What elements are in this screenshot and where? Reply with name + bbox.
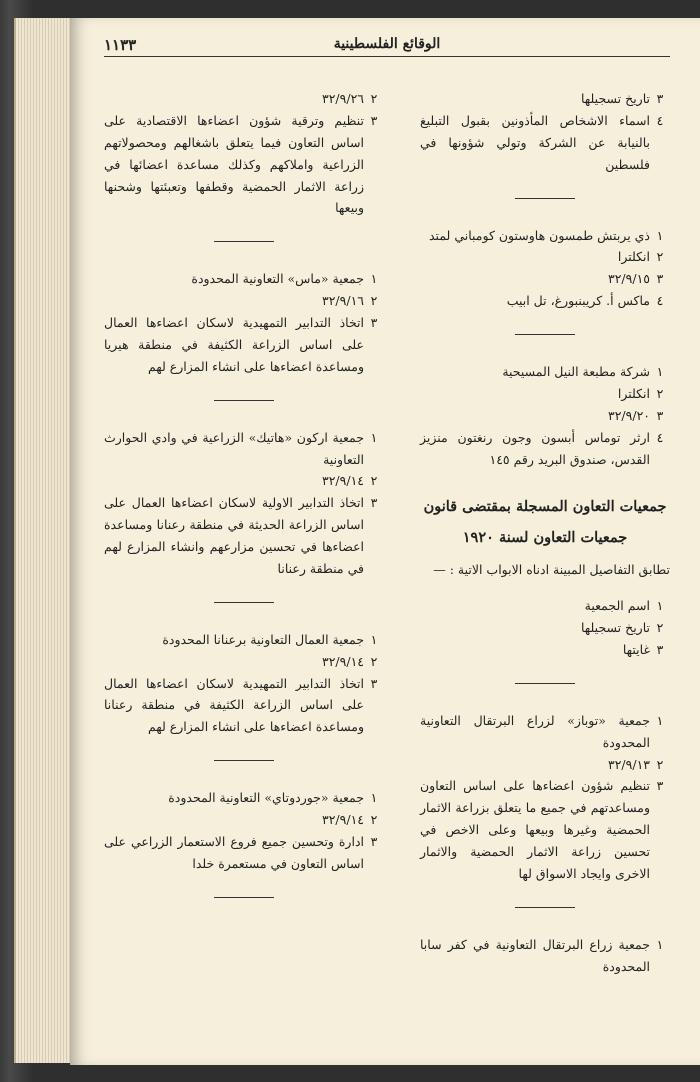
list-item — [420, 934, 670, 978]
item-text: اسم الجمعية — [584, 598, 650, 614]
item-number: ٢ — [656, 249, 664, 265]
item-number: ٣ — [370, 315, 378, 330]
item-text: ٣٢/٩/٢٦ — [322, 91, 364, 106]
list-item — [104, 831, 384, 875]
item-text: جمعية «توباز» لزراع البرتقال التعاونية المحدودة — [420, 712, 650, 750]
item-number: ٢ — [370, 91, 378, 106]
item-text: اتخاذ التدابير التمهيدية لاسكان اعضاءها العمال على اساس الزراعة الكثيفة في منطقة هيريا ومساعدة اعضاءها على انشاء المزارع لهم — [104, 315, 364, 374]
list-item — [104, 492, 384, 580]
item-text: ارثر توماس أبسون وجون رنغتون منزيز القدس، صندوق البريد رقم ١٤٥ — [420, 429, 650, 467]
item-number: ٢ — [370, 293, 378, 309]
list-item — [420, 268, 670, 290]
item-text: ٣٢/٩/١٥ — [608, 271, 650, 287]
divider — [214, 400, 274, 401]
list-item — [420, 225, 670, 247]
list-item — [420, 405, 670, 427]
page-title: الوقائع الفلسطينية — [333, 36, 441, 52]
list-item — [104, 110, 384, 219]
list-item — [420, 754, 670, 776]
item-number: ٢ — [656, 620, 664, 635]
left-column — [104, 88, 384, 924]
item-number: ٣ — [656, 407, 664, 423]
divider — [214, 760, 274, 761]
list-item — [420, 617, 670, 639]
item-number: ٣ — [370, 675, 378, 691]
list-item — [420, 110, 670, 176]
list-item — [420, 595, 670, 617]
list-item — [420, 710, 670, 754]
item-number: ٤ — [656, 429, 664, 445]
item-number: ١ — [656, 712, 664, 728]
divider — [214, 241, 274, 242]
item-number: ٤ — [656, 293, 664, 309]
item-text: تاريخ تسجيلها — [580, 620, 650, 635]
entry-block — [420, 361, 670, 470]
item-number: ١ — [656, 598, 664, 614]
list-item — [104, 787, 384, 809]
right-column — [420, 88, 670, 978]
item-number: ٣ — [656, 91, 664, 106]
item-text: ٣٢/٩/١٣ — [608, 756, 650, 772]
list-item — [104, 651, 384, 673]
list-item — [104, 88, 384, 110]
item-number: ٣ — [656, 778, 664, 794]
page-header — [104, 32, 670, 57]
item-number: ٢ — [656, 385, 664, 401]
entry-block — [420, 710, 670, 885]
item-number: ٣ — [656, 641, 664, 657]
entry-block — [420, 934, 670, 978]
item-text: ماكس أ. كريبنبورغ، تل ابيب — [506, 293, 650, 309]
page-number: ١١٣٣ — [104, 36, 137, 54]
entry-block — [104, 88, 384, 219]
list-item — [420, 290, 670, 312]
entry-block — [420, 595, 670, 661]
item-text: جمعية العمال التعاونية برعنانا المحدودة — [162, 631, 364, 647]
item-number: ٢ — [370, 812, 378, 827]
item-text: ٣٢/٩/١٤ — [322, 473, 364, 489]
list-item — [420, 639, 670, 661]
divider — [515, 198, 575, 199]
item-number: ١ — [370, 429, 378, 445]
item-text: اتخاذ التدابير التمهيدية لاسكان اعضاءها العمال على اساس الزراعة الكثيفة في منطقة رعنانا ومساعدة اعضاءها على انشاء المزارع لهم — [104, 675, 364, 735]
item-number: ٢ — [370, 653, 378, 669]
list-item — [420, 383, 670, 405]
item-text: غايتها — [622, 641, 650, 657]
item-text: ٣٢/٩/١٤ — [322, 812, 364, 827]
item-text: تاريخ تسجيلها — [580, 91, 650, 106]
section-heading — [420, 492, 670, 553]
entry-block — [104, 427, 384, 580]
list-item — [104, 673, 384, 739]
item-number: ٣ — [370, 833, 378, 849]
item-text: تنظيم شؤون اعضاءها على اساس التعاون ومساعدتهم في جميع ما يتعلق بزراعة الاثمار الحمضية وغيرها وبيعها وعلى الاخص في تحسين زراعة الاثمار الحمضية والاثمار الاخرى وايجاد الاسواق لها — [420, 778, 650, 881]
list-item — [104, 290, 384, 312]
item-number: ٣ — [370, 495, 378, 511]
item-number: ٣ — [370, 112, 378, 128]
item-text: ٣٢/٩/٢٠ — [608, 407, 650, 423]
divider — [214, 602, 274, 603]
list-item — [420, 88, 670, 110]
entry-block — [420, 225, 670, 313]
item-text: جمعية «ماس» التعاونية المحدودة — [191, 271, 364, 287]
gazette-page — [70, 18, 700, 1065]
item-text: ٣٢/٩/١٤ — [322, 653, 364, 669]
item-text: جمعية «جوردوتاي» التعاونية المحدودة — [168, 790, 364, 806]
item-number: ٤ — [656, 112, 664, 128]
item-number: ١ — [656, 364, 664, 379]
page-edges — [14, 18, 78, 1063]
list-item — [420, 427, 670, 471]
entry-block — [104, 787, 384, 875]
item-text: ٣٢/٩/١٦ — [322, 293, 364, 309]
item-number: ١ — [370, 271, 378, 287]
list-item — [420, 775, 670, 884]
item-text: شركة مطبعة النيل المسيحية — [502, 364, 650, 379]
item-number: ٣ — [656, 271, 664, 287]
entry-block — [104, 629, 384, 738]
item-text: ذي يربتش طمسون هاوستون كومباني لمتد — [428, 227, 650, 243]
section-intro: تطابق التفاصيل المبينة ادناه الابواب الاتية : — — [433, 562, 670, 578]
divider — [515, 683, 575, 684]
list-item — [104, 470, 384, 492]
divider — [515, 334, 575, 335]
item-text: تنظيم وترقية شؤون اعضاءها الاقتصادية على اساس التعاون فيما يتعلق باشغالهم ومحصولاتهم الزراعية واملاكهم وكذلك مساعدة اعضائها في زراعة الاثمار الحمضية وقطفها وتعبئتها وشحنها وبيعها — [104, 112, 364, 216]
item-text: انكلترا — [617, 249, 650, 265]
item-number: ١ — [656, 227, 664, 243]
divider — [214, 897, 274, 898]
list-item — [420, 246, 670, 268]
section-heading-line: جمعيات التعاون المسجلة بمقتضى قانون — [423, 498, 667, 516]
item-number: ٢ — [370, 473, 378, 489]
item-text: جمعية اركون «هاتيك» الزراعية في وادي الحوارث التعاونية — [104, 429, 364, 467]
divider — [515, 907, 575, 908]
list-item — [104, 268, 384, 290]
list-item — [104, 312, 384, 378]
list-item — [420, 361, 670, 383]
item-text: اتخاذ التدابير الاولية لاسكان اعضاءها العمال على اساس الزراعة الحديثة في منطقة رعنانا ومساعدة اعضاءها في تحسين مزارعهم وانشاء المزارع لهم في منطقة رعنانا — [104, 495, 364, 576]
item-text: اسماء الاشخاص المأذونين بقبول التبليغ بالنيابة عن الشركة وتولي شؤونها في فلسطين — [420, 112, 650, 172]
entry-block — [104, 268, 384, 377]
entry-block — [420, 88, 670, 176]
item-text: انكلترا — [617, 385, 650, 401]
list-item — [104, 809, 384, 831]
section-heading-line: جمعيات التعاون لسنة ١٩٢٠ — [462, 528, 628, 546]
item-text: ادارة وتحسين جميع فروع الاستعمار الزراعي على اساس التعاون في مستعمرة خلدا — [104, 833, 364, 871]
list-item — [104, 427, 384, 471]
list-item — [104, 629, 384, 651]
item-text: جمعية زراع البرتقال التعاونية في كفر سابا المحدودة — [420, 936, 650, 974]
item-number: ١ — [656, 936, 664, 952]
item-number: ١ — [370, 631, 378, 647]
item-number: ٢ — [656, 756, 664, 772]
item-number: ١ — [370, 790, 378, 806]
